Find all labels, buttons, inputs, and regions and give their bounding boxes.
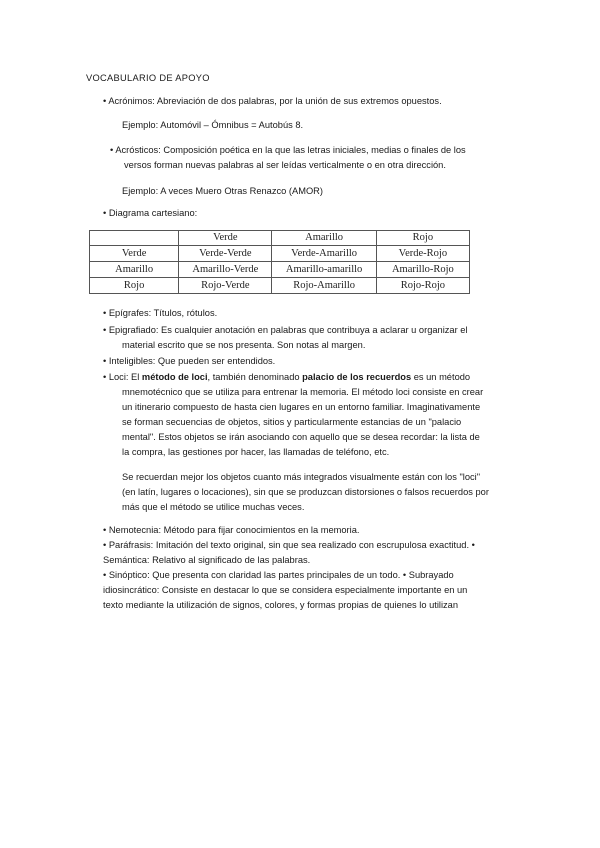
loci-para2-line: Se recuerdan mejor los objetos cuanto más integrados visualmente están con los "loci" [122,472,481,482]
table-header-cell: Verde [179,231,272,246]
loci-prefix: • Loci: El [103,372,142,382]
subrayado-line: idiosincrático: Consiste en destacar lo que se considera especialmente importante en un [103,585,468,595]
acronimos-definition: • Acrónimos: Abreviación de dos palabras, por la unión de sus extremos opuestos. [103,96,442,106]
table-cell: Rojo-Verde [179,278,272,294]
nemotecnia-definition: • Nemotecnia: Método para fijar conocimientos en la memoria. [103,525,360,535]
table-header-cell: Rojo [376,231,469,246]
loci-bold-alias: palacio de los recuerdos [302,372,412,382]
subrayado-line: texto mediante la utilización de signos, colores, y formas propias de quienes lo utilizan [103,600,459,610]
epigrafiado-line1: • Epigrafiado: Es cualquier anotación en palabras que contribuya a aclarar u organizar el [103,325,468,335]
sinoptico-definition: • Sinóptico: Que presenta con claridad las partes principales de un todo. • Subrayado [103,570,454,580]
table-cell: Rojo-Amarillo [272,278,376,294]
page-title: VOCABULARIO DE APOYO [86,73,210,83]
table-row [90,262,470,278]
acrosticos-definition-line1: • Acrósticos: Composición poética en la que las letras iniciales, medias o finales de los [110,145,466,155]
table-cell: Verde-Verde [179,246,272,262]
epigrafes-definition: • Epígrafes: Títulos, rótulos. [103,308,218,318]
table-cell: Verde [90,246,179,262]
table-row [90,246,470,262]
table-header-cell: Amarillo [272,231,376,246]
loci-line: mnemotécnico que se utiliza para entrenar la memoria. El método loci consiste en crear [122,387,484,397]
loci-bold-term: método de loci [141,372,208,382]
table-cell: Amarillo-Verde [179,262,272,278]
table-header-cell [90,231,179,246]
loci-mid: , también denominado [207,372,303,382]
table-header-row [90,231,470,246]
table-row [90,278,470,294]
epigrafiado-line2: material escrito que se nos presenta. Son notas al margen. [122,340,366,350]
table-cell: Amarillo [90,262,179,278]
loci-line: mental". Estos objetos se irán asociando con aquello que se desea recordar: la lista de [122,432,480,442]
semantica-definition: Semántica: Relativo al significado de las palabras. [103,555,311,565]
table-cell: Rojo [90,278,179,294]
loci-line: se forman secuencias de objetos, sitios y particularmente estancias de un "palacio [122,417,462,427]
table-cell: Verde-Amarillo [272,246,376,262]
table-cell: Amarillo-amarillo [272,262,376,278]
table-cell: Rojo-Rojo [376,278,469,294]
acrosticos-definition-line2: versos forman nuevas palabras al ser leídas verticalmente o en otra dirección. [124,160,446,170]
inteligibles-definition: • Inteligibles: Que pueden ser entendidos. [103,356,276,366]
loci-para2-line: (en latín, lugares o locaciones), sin que se produzcan distorsiones o falsos recuerdos por [122,487,489,497]
parafrasis-definition: • Paráfrasis: Imitación del texto original, sin que sea realizado con escrupulosa exactitud. • [103,540,475,550]
table-cell: Verde-Rojo [376,246,469,262]
cartesian-table [89,230,470,294]
loci-suffix: es un método [411,372,471,382]
loci-line: la compra, las gestiones por hacer, las llamadas de teléfono, etc. [122,447,390,457]
loci-line: un itinerario compuesto de hasta cien lugares en un entorno familiar. Imaginativamente [122,402,481,412]
acrosticos-example: Ejemplo: A veces Muero Otras Renazco (AMOR) [122,186,323,196]
table-cell: Amarillo-Rojo [376,262,469,278]
acronimos-example: Ejemplo: Automóvil – Ómnibus = Autobús 8. [122,120,304,130]
loci-para2-line: más que el método se utilice muchas veces. [122,502,305,512]
diagrama-label: • Diagrama cartesiano: [103,208,198,218]
loci-first-line [103,372,470,382]
